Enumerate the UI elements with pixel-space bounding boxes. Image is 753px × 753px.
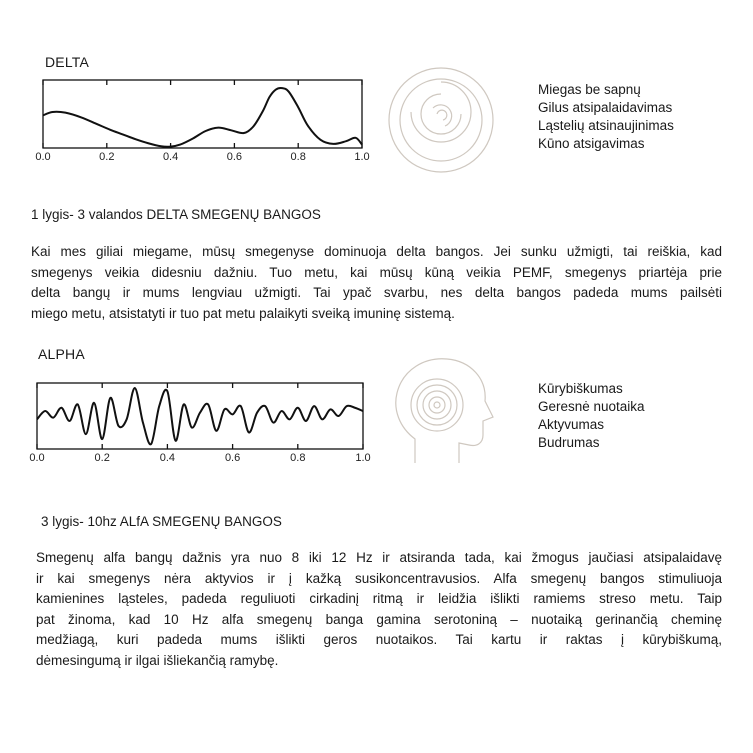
- alpha-heading: 3 lygis- 10hz ALfA SMEGENŲ BANGOS: [41, 514, 282, 529]
- series-line: [43, 88, 362, 147]
- x-tick-label: 0.4: [162, 151, 179, 163]
- paragraph-line: Kai mes giliai miegame, mūsų smegenyse dominuoja delta bangos. Jei sunku užmigti, tai reiškia, kad: [31, 244, 722, 259]
- paragraph-line: delta bangų ir mums lengviau užmigti. Tai ypač svarbu, nes delta bangos padeda mums pailsėti: [31, 285, 722, 300]
- x-tick-label: 0.8: [290, 151, 306, 163]
- x-tick-label: 1.0: [354, 151, 370, 163]
- x-tick-label: 0.0: [35, 151, 51, 163]
- delta-feature: Gilus atsipalaidavimas: [538, 100, 673, 115]
- x-tick-label: 0.2: [94, 452, 110, 464]
- delta-title: DELTA: [45, 54, 90, 70]
- x-tick-label: 0.2: [99, 151, 115, 163]
- delta-feature: Kūno atsigavimas: [538, 136, 645, 151]
- alpha-chart: [24, 381, 376, 471]
- alpha-feature: Budrumas: [538, 435, 600, 450]
- alpha-features-list: [538, 380, 645, 452]
- delta-paragraph: [31, 242, 722, 324]
- alpha-feature: Geresnė nuotaika: [538, 399, 645, 414]
- plot-frame: [43, 80, 362, 148]
- delta-heading: 1 lygis- 3 valandos DELTA SMEGENŲ BANGOS: [31, 207, 321, 222]
- paragraph-line: kamienines ląsteles, padeda reguliuoti cirkadinį ritmą ir leidžia išlikti ramiems streso metu. Taip: [36, 591, 722, 606]
- paragraph-line: ir kai smegenys nėra aktyvios ir į kažką susikoncentravusios. Alfa smegenų bangos stimuliuoja: [36, 570, 722, 586]
- delta-feature: Miegas be sapnų: [538, 82, 641, 97]
- series-line: [37, 388, 363, 444]
- x-tick-label: 0.4: [159, 452, 176, 464]
- delta-features-list: [538, 81, 674, 153]
- x-tick-label: 0.8: [290, 452, 306, 464]
- head-profile-icon: [385, 355, 497, 467]
- delta-chart: [30, 70, 375, 170]
- alpha-feature: Kūrybiškumas: [538, 381, 623, 396]
- delta-feature: Ląstelių atsinaujinimas: [538, 118, 674, 133]
- alpha-feature: Aktyvumas: [538, 417, 605, 432]
- x-tick-label: 0.0: [29, 452, 45, 464]
- delta-spiral-icon: [385, 64, 497, 176]
- paragraph-line: smegenys veikia didesniu dažniu. Tuo metu, kai mūsų kūną veikia PEMF, smegenys priartėja prie: [31, 264, 722, 280]
- alpha-paragraph: [36, 548, 722, 671]
- x-tick-label: 0.6: [224, 452, 241, 464]
- paragraph-line: dėmesingumą ir ilgai išliekančią ramybę.: [36, 652, 279, 668]
- paragraph-line: medžiagą, kuri padeda mums išlikti geros nuotaikos. Tai kartu ir raktas į kūrybiškumą,: [36, 632, 722, 647]
- plot-frame: [37, 383, 363, 449]
- alpha-title: ALPHA: [38, 346, 85, 362]
- paragraph-line: pat žinoma, kad 10 Hz alfa smegenų banga gamina serotoniną – nuotaiką gerinančią cheminę: [36, 611, 722, 627]
- paragraph-line: miego metu, atsistatyti ir tuo pat metu palaikyti sveiką imuninę sistemą.: [31, 305, 455, 321]
- x-tick-label: 1.0: [355, 452, 371, 464]
- paragraph-line: Smegenų alfa bangų dažnis yra nuo 8 iki 12 Hz ir atsiranda tada, kai žmogus jaučiasi atsipalaidavę: [36, 550, 722, 565]
- x-tick-label: 0.6: [226, 151, 243, 163]
